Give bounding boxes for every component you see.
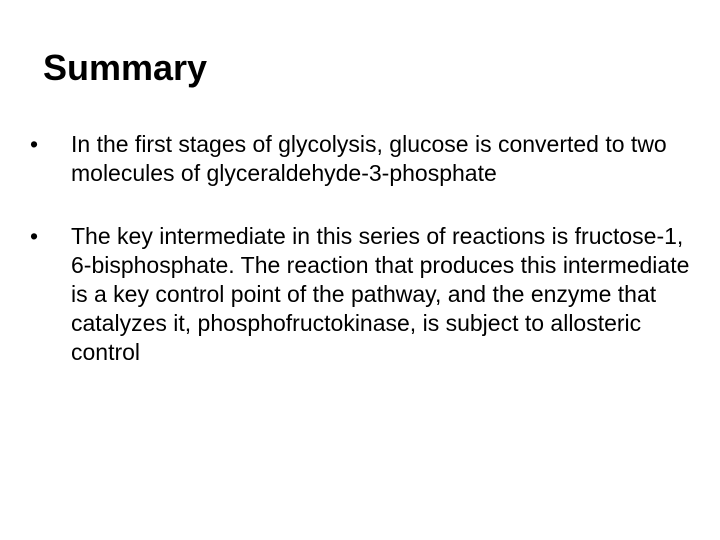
bullet-text: In the first stages of glycolysis, glucose is converted to two molecules of glyceraldehyde-3-phosphate bbox=[71, 131, 667, 186]
bullet-item-key-intermediate bbox=[30, 222, 690, 367]
bullet-marker: • bbox=[30, 223, 39, 249]
bullet-text: The key intermediate in this series of reactions is fructose-1, 6-bisphosphate. The reaction that produces this intermediate is a key control point of the pathway, and the enzyme that catalyzes it, phosphofructokinase, is subject to allosteric control bbox=[71, 223, 690, 365]
bullet-list bbox=[30, 130, 690, 367]
bullet-item-glycolysis-stages bbox=[30, 130, 690, 188]
bullet-marker: • bbox=[30, 131, 39, 157]
slide-title: Summary bbox=[43, 47, 208, 88]
